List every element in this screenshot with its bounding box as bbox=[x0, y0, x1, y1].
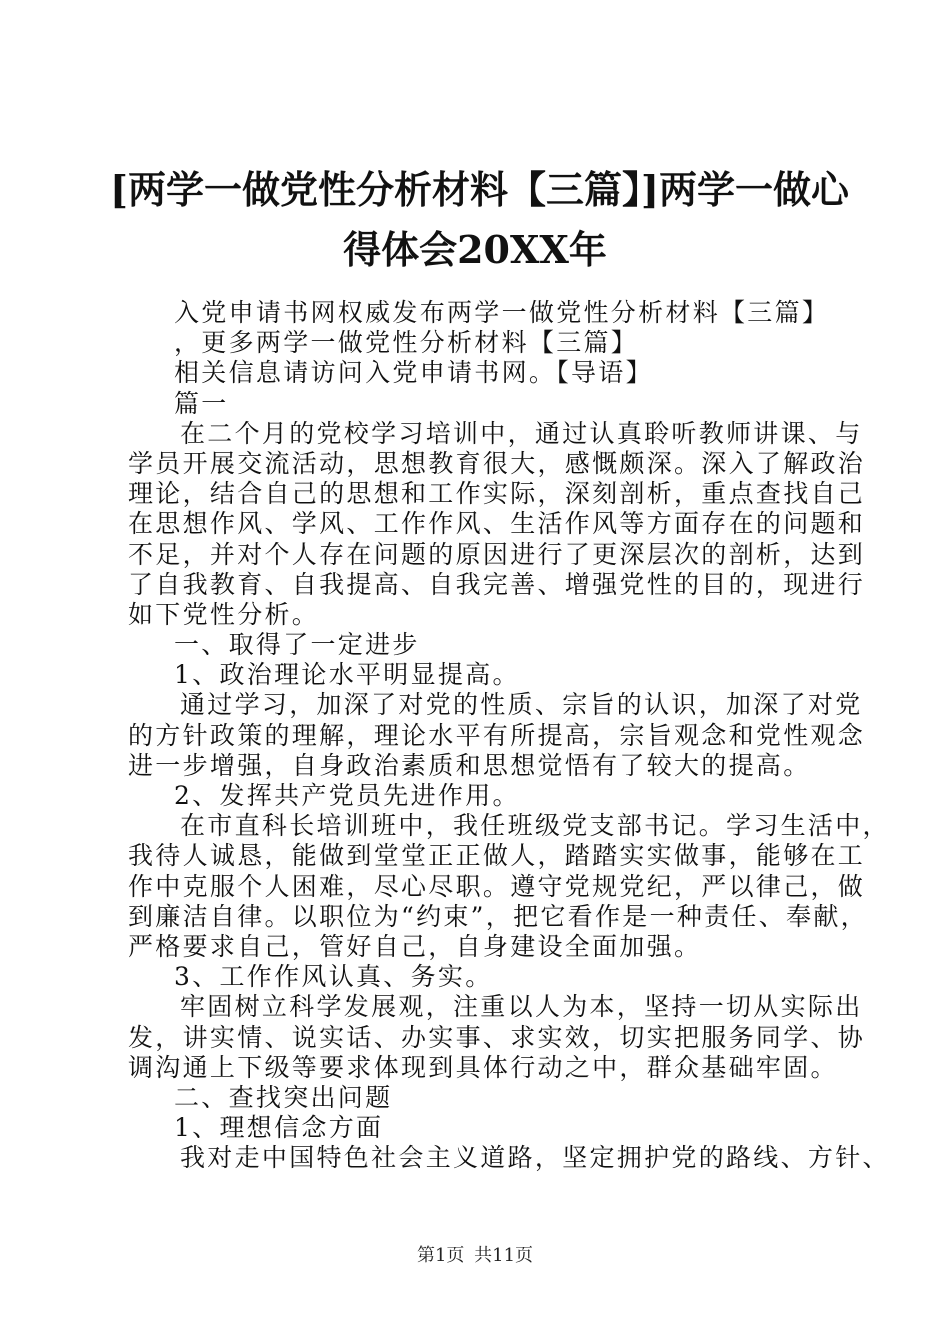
paragraph-line: 了自我教育、自我提高、自我完善、增强党性的目的，现进行 bbox=[128, 569, 866, 599]
intro-line: 入党申请书网权威发布两学一做党性分析材料【三篇】 bbox=[174, 298, 830, 327]
page-number: 第1页 bbox=[416, 1245, 465, 1266]
paragraph-line: 在思想作风、学风、工作作风、生活作风等方面存在的问题和 bbox=[128, 509, 866, 539]
document-body bbox=[128, 298, 890, 1173]
paragraph-line: 到廉洁自律。以职位为“约束”，把它看作是一种责任、奉献， bbox=[128, 901, 868, 931]
subsection-heading: 3、工作作风认真、务实。 bbox=[174, 962, 493, 992]
subsection-heading: 2、发挥共产党员先进作用。 bbox=[174, 781, 520, 810]
paragraph-line: 的方针政策的理解，理论水平有所提高，宗旨观念和党性观念 bbox=[128, 720, 866, 750]
document-title bbox=[110, 160, 849, 280]
page-total: 共11页 bbox=[474, 1245, 534, 1266]
paragraph-line: 我对走中国特色社会主义道路，坚定拥护党的路线、方针、 bbox=[180, 1143, 890, 1173]
paragraph-line: 在二个月的党校学习培训中，通过认真聆听教师讲课、与 bbox=[180, 418, 863, 448]
subsection-heading: 1、政治理论水平明显提高。 bbox=[174, 660, 520, 690]
paragraph-line: 进一步增强，自身政治素质和思想觉悟有了较大的提高。 bbox=[128, 750, 811, 780]
paragraph-line: 如下党性分析。 bbox=[128, 599, 320, 629]
paragraph-line: 理论，结合自己的思想和工作实际，深刻剖析，重点查找自己 bbox=[128, 479, 866, 509]
paragraph-line: 不足，并对个人存在问题的原因进行了更深层次的剖析，达到 bbox=[128, 539, 866, 569]
section-heading: 二、查找突出问题 bbox=[174, 1082, 393, 1112]
paragraph-line: 严格要求自己，管好自己，自身建设全面加强。 bbox=[128, 931, 702, 961]
title-line-2: 得体会20XX年 bbox=[343, 227, 607, 272]
paragraph-line: 在市直科长培训班中，我任班级党支部书记。学习生活中， bbox=[180, 811, 890, 841]
section-heading: 篇一 bbox=[174, 388, 229, 418]
intro-line: ，更多两学一做党性分析材料【三篇】 bbox=[174, 328, 639, 358]
paragraph-line: 通过学习，加深了对党的性质、宗旨的认识，加深了对党 bbox=[180, 690, 863, 720]
intro-line: 相关信息请访问入党申请书网。【导语】 bbox=[174, 358, 653, 388]
paragraph-line: 作中克服个人困难，尽心尽职。遵守党规党纪，严以律己，做 bbox=[128, 871, 866, 901]
paragraph-line: 学员开展交流活动，思想教育很大，感慨颇深。深入了解政治 bbox=[128, 448, 866, 478]
title-line-1: [两学一做党性分析材料【三篇】]两学一做心 bbox=[110, 167, 849, 212]
paragraph-line: 牢固树立科学发展观，注重以人为本，坚持一切从实际出 bbox=[180, 992, 863, 1022]
paragraph-line: 我待人诚恳，能做到堂堂正正做人，踏踏实实做事，能够在工 bbox=[128, 841, 866, 871]
page-footer bbox=[0, 1244, 950, 1268]
paragraph-line: 发，讲实情、说实话、办实事、求实效，切实把服务同学、协 bbox=[128, 1022, 866, 1052]
paragraph-line: 调沟通上下级等要求体现到具体行动之中，群众基础牢固。 bbox=[128, 1052, 838, 1082]
subsection-heading: 1、理想信念方面 bbox=[174, 1113, 384, 1143]
section-heading: 一、取得了一定进步 bbox=[174, 630, 420, 660]
